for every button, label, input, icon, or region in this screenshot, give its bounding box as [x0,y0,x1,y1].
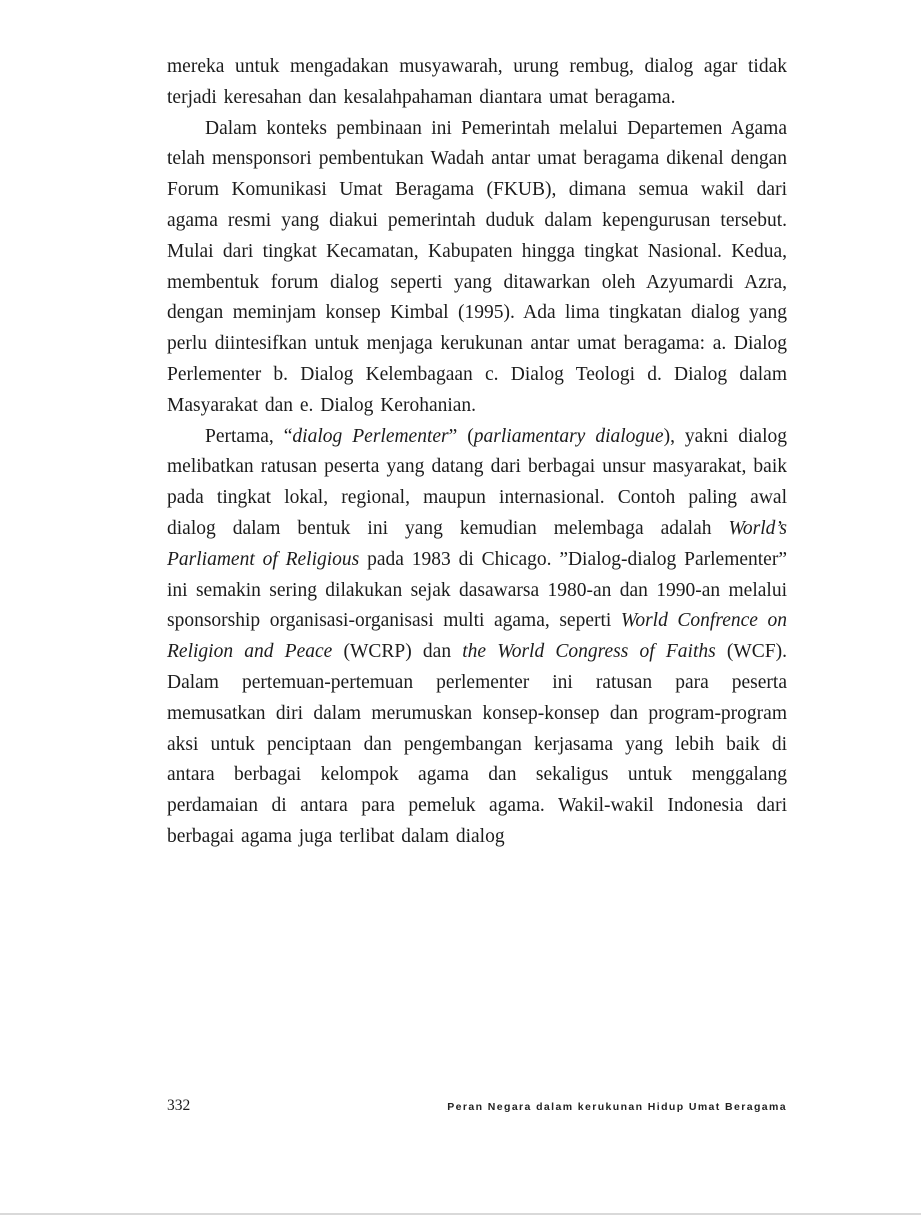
page-number: 332 [167,1097,191,1114]
paragraph [167,422,787,853]
text-block [167,52,787,853]
scan-edge-line [0,1213,921,1215]
paragraph [167,52,787,114]
text-run: pada 1983 di Chicago. ”Dialog-dialog Parlementer” ini semakin sering dilakukan sejak dasawarsa 1980-an dan 1990-an melalui sponsorship organisasi-organisasi multi agama, seperti [167,548,787,632]
italic-text-run: parliamentary dialogue [473,425,664,447]
text-run: (WCF). Dalam pertemuan-pertemuan perlementer ini ratusan para peserta memusatkan diri dalam merumuskan konsep-konsep dan program-program aksi untuk penciptaan dan pengembangan kerjasama yang lebih baik di antara berbagai kelompok agama dan sekaligus untuk menggalang perdamaian di antara para pemeluk agama. Wakil-wakil Indonesia dari berbagai agama juga terlibat dalam dialog [167,641,787,847]
text-run: ” ( [448,425,474,447]
italic-text-run: World Confrence on Religion and Peace [167,610,787,663]
italic-text-run: the World Congress of Faiths [462,641,716,663]
text-run: (WCRP) dan [332,641,463,663]
paragraph [167,114,787,422]
italic-text-run: World’s Parliament of Religious [167,517,787,570]
text-run: Pertama, “ [205,425,293,447]
text-run: mereka untuk mengadakan musyawarah, urung rembug, dialog agar tidak terjadi keresahan dan kesalahpahaman diantara umat beragama. [167,56,787,108]
text-run: Dalam konteks pembinaan ini Pemerintah melalui Departemen Agama telah mensponsori pembentukan Wadah antar umat beragama dikenal dengan Forum Komunikasi Umat Beragama (FKUB), dimana semua wakil dari agama resmi yang diakui pemerintah duduk dalam kepengurusan tersebut. Mulai dari tingkat Kecamatan, Kabupaten hingga tingkat Nasional. Kedua, membentuk forum dialog seperti yang ditawarkan oleh Azyumardi Azra, dengan meminjam konsep Kimbal (1995). Ada lima tingkatan dialog yang perlu diintesifkan untuk menjaga kerukunan antar umat beragama: a. Dialog Perlementer b. Dialog Kelembagaan c. Dialog Teologi d. Dialog dalam Masyarakat dan e. Dialog Kerohanian. [167,117,787,416]
running-title: Peran Negara dalam kerukunan Hidup Umat Beragama [447,1101,787,1113]
page-footer [167,1097,787,1115]
text-run: ), yakni dialog melibatkan ratusan peserta yang datang dari berbagai unsur masyarakat, baik pada tingkat lokal, regional, maupun internasional. Contoh paling awal dialog dalam bentuk ini yang kemudian melembaga adalah [167,425,787,539]
italic-text-run: dialog Perlementer [292,425,449,447]
